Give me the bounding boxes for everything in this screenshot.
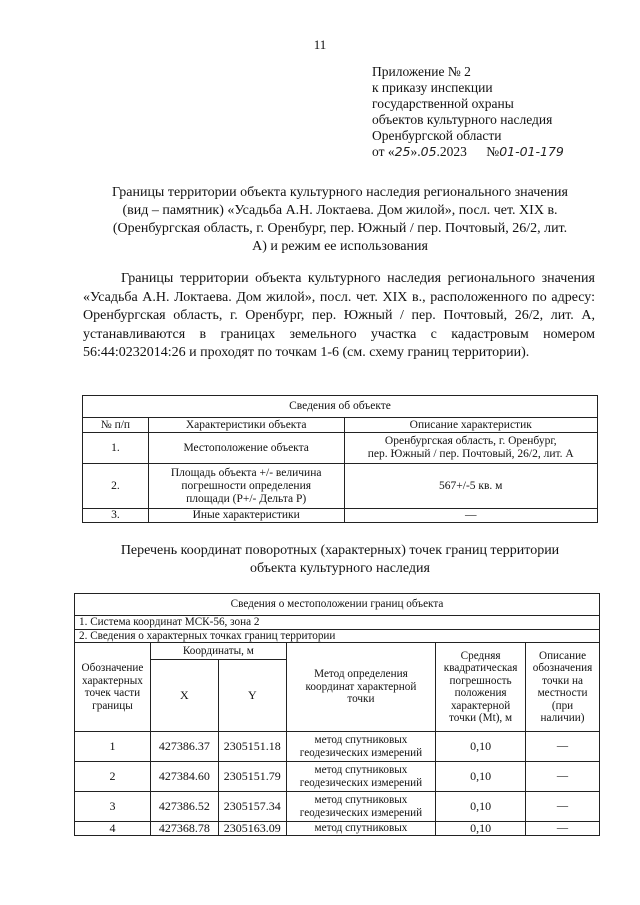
- method-line: метод спутниковых: [314, 822, 408, 835]
- title-line: Границы территории объекта культурного наследия регионального значения: [112, 185, 568, 200]
- point-description: —: [526, 822, 600, 836]
- order-date-line: [372, 144, 632, 160]
- mean-error: 0,10: [436, 762, 526, 792]
- point-number: 2: [75, 762, 151, 792]
- row-number: 1.: [83, 433, 149, 464]
- method-line: метод спутниковых: [314, 794, 408, 806]
- method-line: метод спутниковых: [314, 764, 408, 776]
- column-header: Описание характеристик: [344, 418, 597, 433]
- name-line: Площадь объекта +/- величина: [170, 466, 322, 479]
- table-row: [75, 762, 600, 792]
- appendix-header: [372, 64, 632, 160]
- coordinate-y: 2305157.34: [218, 792, 286, 822]
- column-header-description: [526, 643, 600, 732]
- column-header-y: Y: [218, 660, 286, 732]
- header-line: точки: [347, 693, 375, 706]
- column-header-error: [436, 643, 526, 732]
- date-prefix: от «: [372, 144, 395, 159]
- header-line: характерных: [82, 674, 143, 687]
- mean-error: 0,10: [436, 822, 526, 836]
- characteristic-name: [148, 464, 344, 509]
- mean-error: 0,10: [436, 732, 526, 762]
- page-number: 11: [313, 37, 327, 52]
- table-row: [83, 433, 598, 464]
- method: [286, 762, 435, 792]
- column-header-point: [75, 643, 151, 732]
- mean-error: 0,10: [436, 792, 526, 822]
- header-line: Обозначение: [81, 662, 144, 674]
- method-line: геодезических измерений: [299, 746, 423, 759]
- document-title: [80, 184, 600, 256]
- title-line: А) и режим ее использования: [252, 239, 428, 254]
- description-line: Оренбургская область, г. Оренбург,: [384, 435, 557, 447]
- point-number: 1: [75, 732, 151, 762]
- subtitle-line: Перечень координат поворотных (характерных) точек границ территории: [120, 543, 560, 558]
- characteristic-name: Местоположение объекта: [148, 433, 344, 464]
- coordinate-y: 2305151.79: [218, 762, 286, 792]
- characteristic-description: —: [344, 509, 597, 523]
- table-row: [75, 822, 600, 836]
- column-header-coordinates: Координаты, м: [150, 643, 286, 660]
- name-line: погрешности определения: [181, 479, 312, 492]
- characteristic-description: 567+/-5 кв. м: [344, 464, 597, 509]
- coordinates-title: [80, 542, 600, 578]
- point-description: —: [526, 762, 600, 792]
- appendix-line: Приложение № 2: [372, 64, 471, 79]
- appendix-line: объектов культурного наследия: [372, 112, 553, 127]
- column-header: № п/п: [83, 418, 149, 433]
- boundary-description: Границы территории объекта культурного наследия регионального значения «Усадьба А.Н. Локтаева. Дом жилой», посл. чет. XIX в., расположенного по адресу: Оренбургская область, г. Оренбург, пер. Южный / пер. Почтовый, 26/2, лит. А, устанавливаются в границах земельного участка с кадастровым номером 56:44:0232014:26 и проходят по точкам 1-6 (см. схему границ территории).: [83, 271, 595, 360]
- subtitle-line: объекта культурного наследия: [250, 561, 430, 576]
- characteristic-description: [344, 433, 597, 464]
- handwritten-month: 05: [420, 144, 437, 159]
- header-line: Метод определения: [314, 668, 408, 681]
- coordinate-y: 2305163.09: [218, 822, 286, 836]
- coordinates-table: [74, 593, 600, 836]
- header-line: характерной: [450, 699, 511, 712]
- coordinate-x: 427384.60: [150, 762, 218, 792]
- column-header-method: [286, 643, 435, 732]
- column-header-x: X: [150, 660, 218, 732]
- handwritten-day: 25: [394, 144, 411, 159]
- order-number-prefix: №: [486, 144, 500, 159]
- row-number: 2.: [83, 464, 149, 509]
- table-row: [83, 464, 598, 509]
- table-row: [75, 792, 600, 822]
- point-description: —: [526, 732, 600, 762]
- coordinate-x: 427386.52: [150, 792, 218, 822]
- method: [286, 822, 435, 836]
- table-caption: Сведения о местоположении границ объекта: [75, 594, 600, 616]
- point-number: 3: [75, 792, 151, 822]
- method-line: геодезических измерений: [299, 806, 423, 819]
- method: [286, 792, 435, 822]
- method-line: геодезических измерений: [299, 776, 423, 789]
- column-header: Характеристики объекта: [148, 418, 344, 433]
- appendix-line: к приказу инспекции: [372, 80, 493, 95]
- title-line: (Оренбургская область, г. Оренбург, пер. Южный / пер. Почтовый, 26/2, лит.: [112, 221, 568, 236]
- point-number: 4: [75, 822, 151, 836]
- header-line: границы: [92, 699, 133, 712]
- header-line: (при: [551, 699, 574, 712]
- handwritten-order-number: 01-01-179: [499, 144, 564, 159]
- header-line: точки (Mt), м: [449, 712, 513, 724]
- header-line: обозначения: [532, 662, 593, 674]
- table-row: [83, 509, 598, 523]
- header-line: квадратическая: [443, 662, 518, 674]
- header-line: Средняя: [460, 649, 501, 662]
- coordinate-x: 427386.37: [150, 732, 218, 762]
- object-info-table: [82, 395, 598, 523]
- row-number: 3.: [83, 509, 149, 523]
- header-line: точки на: [542, 674, 583, 687]
- header-line: погрешность: [449, 674, 512, 687]
- method-line: метод спутниковых: [314, 734, 408, 746]
- description-line: пер. Южный / пер. Почтовый, 26/2, лит. А: [367, 448, 574, 460]
- header-line: наличии): [540, 712, 585, 724]
- header-line: положения: [454, 687, 507, 699]
- date-separator: ».: [410, 144, 421, 159]
- coordinate-system: 1. Система координат МСК-56, зона 2: [75, 616, 600, 630]
- coordinate-x: 427368.78: [150, 822, 218, 836]
- header-line: координат характерной: [305, 680, 417, 693]
- appendix-line: Оренбургской области: [372, 128, 502, 143]
- name-line: площади (Р+/- Дельта Р): [186, 492, 307, 505]
- date-year: .2023: [436, 144, 467, 159]
- coordinate-y: 2305151.18: [218, 732, 286, 762]
- method: [286, 732, 435, 762]
- appendix-line: государственной охраны: [372, 96, 514, 111]
- table-caption: Сведения об объекте: [83, 396, 598, 418]
- header-line: местности: [537, 687, 588, 699]
- table-row: [75, 732, 600, 762]
- characteristic-name: Иные характеристики: [148, 509, 344, 523]
- point-description: —: [526, 792, 600, 822]
- points-section-header: 2. Сведения о характерных точках границ территории: [75, 629, 600, 643]
- header-line: Описание: [538, 649, 587, 662]
- title-line: (вид – памятник) «Усадьба А.Н. Локтаева. Дом жилой», посл. чет. XIX в.: [122, 203, 558, 218]
- header-line: точек части: [84, 687, 141, 699]
